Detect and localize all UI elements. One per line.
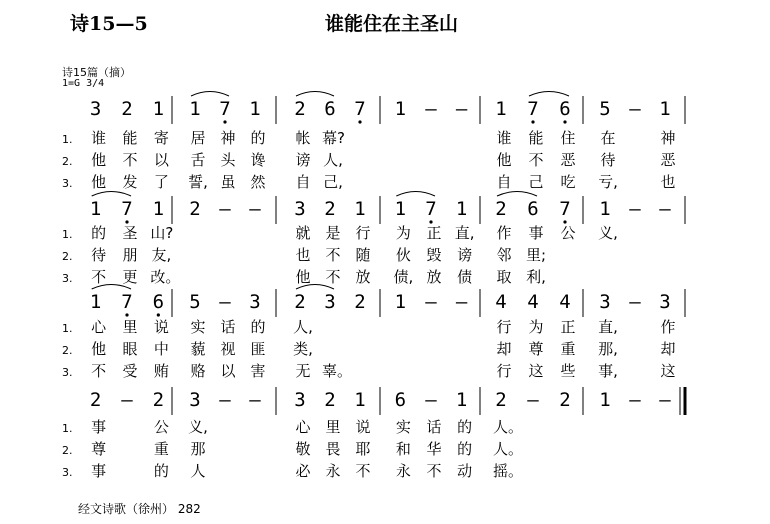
lyric-syllable: 更 bbox=[122, 268, 138, 286]
slur bbox=[529, 92, 569, 97]
lyric-syllable: 人, bbox=[293, 318, 313, 336]
lyric-syllable: 以 bbox=[153, 151, 169, 169]
octave-dot bbox=[531, 120, 534, 123]
lyric-syllable: 债, bbox=[393, 268, 414, 286]
lyric-syllable: 改。 bbox=[150, 268, 181, 286]
lyric-syllable: 为 bbox=[395, 224, 411, 242]
verse-number: 1. bbox=[62, 133, 73, 146]
lyric-syllable: 寄 bbox=[153, 129, 169, 147]
note: – bbox=[425, 389, 437, 411]
lyric-syllable: 摇。 bbox=[493, 462, 524, 480]
note: 3 bbox=[599, 291, 611, 313]
note: 5 bbox=[599, 98, 611, 120]
note: 1 bbox=[189, 98, 201, 120]
note: – bbox=[219, 198, 231, 220]
note: 1 bbox=[495, 98, 507, 120]
lyric-syllable: 的 bbox=[153, 462, 169, 480]
lyric-syllable: 为 bbox=[528, 318, 544, 336]
lyric-syllable: 随 bbox=[355, 246, 371, 264]
note: 2 bbox=[559, 389, 571, 411]
lyric-syllable: 不 bbox=[528, 151, 544, 169]
lyric-syllable: 动 bbox=[457, 462, 473, 480]
note: – bbox=[629, 98, 641, 120]
verse-number: 2. bbox=[62, 344, 73, 357]
lyric-syllable: 藐 bbox=[190, 340, 206, 358]
lyric-syllable: 能 bbox=[122, 129, 138, 147]
lyric-syllable: 人 bbox=[190, 462, 206, 480]
slur bbox=[396, 192, 435, 197]
note: – bbox=[629, 198, 641, 220]
lyric-syllable: 受 bbox=[122, 362, 138, 380]
lyric-syllable: 居 bbox=[190, 129, 206, 147]
lyric-syllable: 住 bbox=[560, 129, 576, 147]
note: – bbox=[121, 389, 133, 411]
lyric-syllable: 待 bbox=[91, 246, 107, 264]
lyric-syllable: 也 bbox=[660, 173, 676, 191]
lyric-syllable: 眼 bbox=[122, 340, 138, 358]
lyric-syllable: 行 bbox=[496, 318, 512, 336]
lyric-syllable: 和 bbox=[395, 440, 411, 458]
slur bbox=[92, 192, 131, 197]
note: 2 bbox=[324, 198, 336, 220]
note: – bbox=[249, 198, 261, 220]
lyric-syllable: 放 bbox=[426, 268, 442, 286]
note: 1 bbox=[249, 98, 261, 120]
note: – bbox=[219, 291, 231, 313]
note: 1 bbox=[455, 198, 468, 220]
note: 1 bbox=[152, 98, 165, 120]
lyric-syllable: 誓, bbox=[188, 173, 208, 191]
lyric-syllable: 他 bbox=[91, 151, 107, 169]
lyric-syllable: 头 bbox=[220, 151, 236, 169]
lyric-syllable: 事, bbox=[598, 362, 618, 380]
lyric-syllable: 友, bbox=[151, 246, 172, 264]
lyric-syllable: 了 bbox=[153, 173, 169, 191]
verse-number: 1. bbox=[62, 228, 73, 241]
lyric-syllable: 敬 bbox=[295, 440, 311, 458]
lyric-syllable: 重 bbox=[153, 440, 169, 458]
lyric-syllable: 山? bbox=[150, 224, 174, 242]
lyric-syllable: 赂 bbox=[190, 362, 206, 380]
lyric-syllable: 吃 bbox=[560, 173, 576, 191]
lyric-syllable: 正 bbox=[426, 224, 442, 242]
lyric-syllable: 亏, bbox=[598, 173, 618, 191]
note: 7 bbox=[121, 198, 133, 220]
lyric-syllable: 直, bbox=[454, 224, 475, 242]
scripture-source: 诗15篇（摘） bbox=[62, 66, 131, 79]
lyric-syllable: 耶 bbox=[355, 440, 371, 458]
note: 3 bbox=[294, 389, 306, 411]
octave-dot bbox=[358, 120, 361, 123]
lyric-syllable: 的 bbox=[91, 224, 107, 242]
lyric-syllable: 人, bbox=[323, 151, 343, 169]
lyric-syllable: 贿 bbox=[153, 362, 169, 380]
note: – bbox=[455, 98, 468, 120]
note: 2 bbox=[294, 291, 306, 313]
lyric-syllable: 自 bbox=[295, 173, 311, 191]
verse-number: 3. bbox=[62, 177, 73, 190]
lyric-syllable: 公 bbox=[153, 418, 169, 436]
note: 2 bbox=[495, 198, 507, 220]
lyric-syllable: 谁 bbox=[496, 129, 512, 147]
note: – bbox=[425, 98, 437, 120]
verse-number: 3. bbox=[62, 272, 73, 285]
verse-number: 1. bbox=[62, 422, 73, 435]
lyric-syllable: 神 bbox=[220, 129, 236, 147]
lyric-syllable: 在 bbox=[600, 129, 616, 147]
lyric-syllable: 毁 bbox=[426, 246, 442, 264]
lyric-syllable: 那 bbox=[190, 440, 206, 458]
lyric-syllable: 心 bbox=[295, 418, 311, 436]
octave-dot bbox=[125, 313, 128, 316]
note: – bbox=[527, 389, 539, 411]
lyric-syllable: 重 bbox=[560, 340, 576, 358]
verse-number: 3. bbox=[62, 466, 73, 479]
lyric-syllable: 自 bbox=[496, 173, 512, 191]
lyric-syllable: 些 bbox=[560, 362, 576, 380]
verse-number: 2. bbox=[62, 155, 73, 168]
lyric-syllable: 不 bbox=[91, 268, 107, 286]
note: 4 bbox=[527, 291, 539, 313]
lyric-syllable: 帐 bbox=[295, 129, 311, 147]
note: 1 bbox=[394, 98, 407, 120]
note: 3 bbox=[294, 198, 306, 220]
lyric-syllable: 不 bbox=[91, 362, 107, 380]
lyric-syllable: 朋 bbox=[122, 246, 138, 264]
note: – bbox=[249, 389, 261, 411]
lyric-syllable: 正 bbox=[560, 318, 576, 336]
lyric-syllable: 发 bbox=[122, 173, 138, 191]
lyric-syllable: 就 bbox=[295, 224, 311, 242]
lyric-syllable: 不 bbox=[122, 151, 138, 169]
note: 2 bbox=[294, 98, 306, 120]
lyric-syllable: 放 bbox=[355, 268, 371, 286]
lyric-syllable: 心 bbox=[91, 318, 107, 336]
lyric-syllable: 谤 bbox=[457, 246, 473, 264]
slur bbox=[497, 192, 537, 197]
lyric-syllable: 行 bbox=[496, 362, 512, 380]
note: – bbox=[455, 291, 468, 313]
verse-number: 3. bbox=[62, 366, 73, 379]
note: – bbox=[629, 389, 641, 411]
lyric-syllable: 尊 bbox=[91, 440, 107, 458]
lyric-syllable: 的 bbox=[457, 440, 473, 458]
note: 5 bbox=[189, 291, 201, 313]
lyric-syllable: 的 bbox=[250, 129, 266, 147]
lyric-syllable: 神 bbox=[660, 129, 676, 147]
lyric-syllable: 这 bbox=[660, 362, 676, 380]
song-title: 谁能住在主圣山 bbox=[325, 13, 459, 35]
lyric-syllable: 恶 bbox=[660, 151, 676, 169]
lyric-syllable: 畏 bbox=[325, 440, 341, 458]
lyric-syllable: 行 bbox=[355, 224, 371, 242]
lyric-syllable: 事 bbox=[91, 418, 107, 436]
lyric-syllable: 取 bbox=[496, 268, 512, 286]
lyric-syllable: 谤 bbox=[295, 151, 311, 169]
lyric-syllable: 是 bbox=[325, 224, 341, 242]
note: 2 bbox=[89, 389, 102, 411]
note: 3 bbox=[659, 291, 671, 313]
lyric-syllable: 视 bbox=[220, 340, 236, 358]
lyric-syllable: 己, bbox=[323, 173, 343, 191]
lyric-syllable: 无 bbox=[295, 362, 311, 380]
lyric-syllable: 那, bbox=[598, 340, 618, 358]
note: 6 bbox=[559, 98, 571, 120]
note: 6 bbox=[324, 98, 336, 120]
lyric-syllable: 话 bbox=[220, 318, 236, 336]
lyric-syllable: 作 bbox=[496, 224, 512, 242]
note: 1 bbox=[354, 389, 366, 411]
note: 1 bbox=[599, 389, 611, 411]
lyric-syllable: 公 bbox=[560, 224, 576, 242]
verse-number: 1. bbox=[62, 322, 73, 335]
lyric-syllable: 义, bbox=[598, 224, 618, 242]
lyric-syllable: 待 bbox=[600, 151, 616, 169]
note: – bbox=[629, 291, 641, 313]
lyric-syllable: 谗 bbox=[250, 151, 266, 169]
octave-dot bbox=[223, 120, 226, 123]
note: 2 bbox=[189, 198, 201, 220]
lyric-syllable: 能 bbox=[528, 129, 544, 147]
lyric-syllable: 圣 bbox=[122, 224, 138, 242]
key-signature: 1=G 3/4 bbox=[62, 78, 105, 89]
octave-dot bbox=[563, 120, 566, 123]
note: 3 bbox=[89, 98, 102, 120]
note: 7 bbox=[527, 98, 539, 120]
lyric-syllable: 他 bbox=[91, 173, 107, 191]
lyric-syllable: 他 bbox=[91, 340, 107, 358]
note: 1 bbox=[599, 198, 611, 220]
verse-number: 2. bbox=[62, 444, 73, 457]
lyric-syllable: 的 bbox=[457, 418, 473, 436]
note: 7 bbox=[354, 98, 366, 120]
lyric-syllable: 幕? bbox=[322, 129, 345, 147]
lyric-syllable: 说 bbox=[153, 318, 169, 336]
lyric-syllable: 债 bbox=[457, 268, 473, 286]
lyric-syllable: 华 bbox=[426, 440, 442, 458]
verse-number: 2. bbox=[62, 250, 73, 263]
slur bbox=[296, 92, 334, 97]
lyric-syllable: 他 bbox=[295, 268, 311, 286]
lyric-syllable: 辜。 bbox=[322, 362, 353, 380]
note: 4 bbox=[495, 291, 507, 313]
octave-dot bbox=[157, 313, 160, 316]
lyric-syllable: 恶 bbox=[560, 151, 576, 169]
note: 2 bbox=[121, 98, 133, 120]
lyric-syllable: 里 bbox=[122, 318, 138, 336]
lyric-syllable: 说 bbox=[355, 418, 371, 436]
note: 3 bbox=[324, 291, 336, 313]
lyric-syllable: 实 bbox=[190, 318, 206, 336]
lyric-syllable: 也 bbox=[295, 246, 311, 264]
hymn-number: 诗15—5 bbox=[70, 13, 148, 35]
lyric-syllable: 人。 bbox=[493, 418, 524, 436]
lyric-syllable: 中 bbox=[153, 340, 169, 358]
note: – bbox=[219, 389, 231, 411]
note: – bbox=[659, 389, 671, 411]
note: 1 bbox=[394, 291, 407, 313]
lyric-syllable: 舌 bbox=[190, 151, 206, 169]
lyric-syllable: 不 bbox=[325, 246, 341, 264]
note: – bbox=[659, 198, 671, 220]
lyric-syllable: 邻 bbox=[496, 246, 512, 264]
note: 2 bbox=[324, 389, 336, 411]
note: 1 bbox=[89, 291, 102, 313]
lyric-syllable: 己 bbox=[528, 173, 544, 191]
slur bbox=[191, 92, 229, 97]
note: 7 bbox=[559, 198, 571, 220]
note: 1 bbox=[455, 389, 468, 411]
note: 3 bbox=[189, 389, 201, 411]
lyric-syllable: 人。 bbox=[493, 440, 524, 458]
note: 7 bbox=[121, 291, 133, 313]
lyric-syllable: 里; bbox=[525, 246, 547, 264]
note: 7 bbox=[425, 198, 437, 220]
lyric-syllable: 匪 bbox=[250, 340, 266, 358]
lyric-syllable: 却 bbox=[496, 340, 512, 358]
lyric-syllable: 事 bbox=[91, 462, 107, 480]
lyric-syllable: 事 bbox=[528, 224, 544, 242]
lyric-syllable: 然 bbox=[250, 173, 266, 191]
lyric-syllable: 尊 bbox=[528, 340, 544, 358]
lyric-syllable: 直, bbox=[598, 318, 618, 336]
lyric-syllable: 话 bbox=[426, 418, 442, 436]
note: 1 bbox=[659, 98, 671, 120]
note: 6 bbox=[152, 291, 165, 313]
note: 1 bbox=[89, 198, 102, 220]
note: 6 bbox=[527, 198, 539, 220]
lyric-syllable: 实 bbox=[395, 418, 411, 436]
lyric-syllable: 不 bbox=[325, 268, 341, 286]
lyric-syllable: 作 bbox=[660, 318, 676, 336]
note: 3 bbox=[249, 291, 261, 313]
lyric-syllable: 类, bbox=[293, 340, 313, 358]
note: 1 bbox=[354, 198, 366, 220]
lyric-syllable: 必 bbox=[295, 462, 311, 480]
footer-source: 经文诗歌（徐州） 282 bbox=[78, 502, 201, 516]
lyric-syllable: 义, bbox=[188, 418, 208, 436]
note: – bbox=[425, 291, 437, 313]
lyric-syllable: 害 bbox=[250, 362, 266, 380]
lyric-syllable: 谁 bbox=[91, 129, 107, 147]
note: 2 bbox=[354, 291, 366, 313]
lyric-syllable: 不 bbox=[355, 462, 371, 480]
lyric-syllable: 伙 bbox=[395, 246, 411, 264]
lyric-syllable: 以 bbox=[220, 362, 236, 380]
lyric-syllable: 里 bbox=[325, 418, 341, 436]
lyric-syllable: 永 bbox=[325, 462, 341, 480]
note: 1 bbox=[394, 198, 407, 220]
note: 1 bbox=[152, 198, 165, 220]
lyric-syllable: 的 bbox=[250, 318, 266, 336]
note: 2 bbox=[495, 389, 507, 411]
lyric-syllable: 他 bbox=[496, 151, 512, 169]
lyric-syllable: 虽 bbox=[220, 173, 236, 191]
note: 2 bbox=[152, 389, 165, 411]
lyric-syllable: 利, bbox=[526, 268, 546, 286]
lyric-syllable: 永 bbox=[395, 462, 411, 480]
lyric-syllable: 不 bbox=[426, 462, 442, 480]
note: 7 bbox=[219, 98, 231, 120]
note: 4 bbox=[559, 291, 571, 313]
lyric-syllable: 这 bbox=[528, 362, 544, 380]
lyric-syllable: 却 bbox=[660, 340, 676, 358]
note: 6 bbox=[394, 389, 407, 411]
